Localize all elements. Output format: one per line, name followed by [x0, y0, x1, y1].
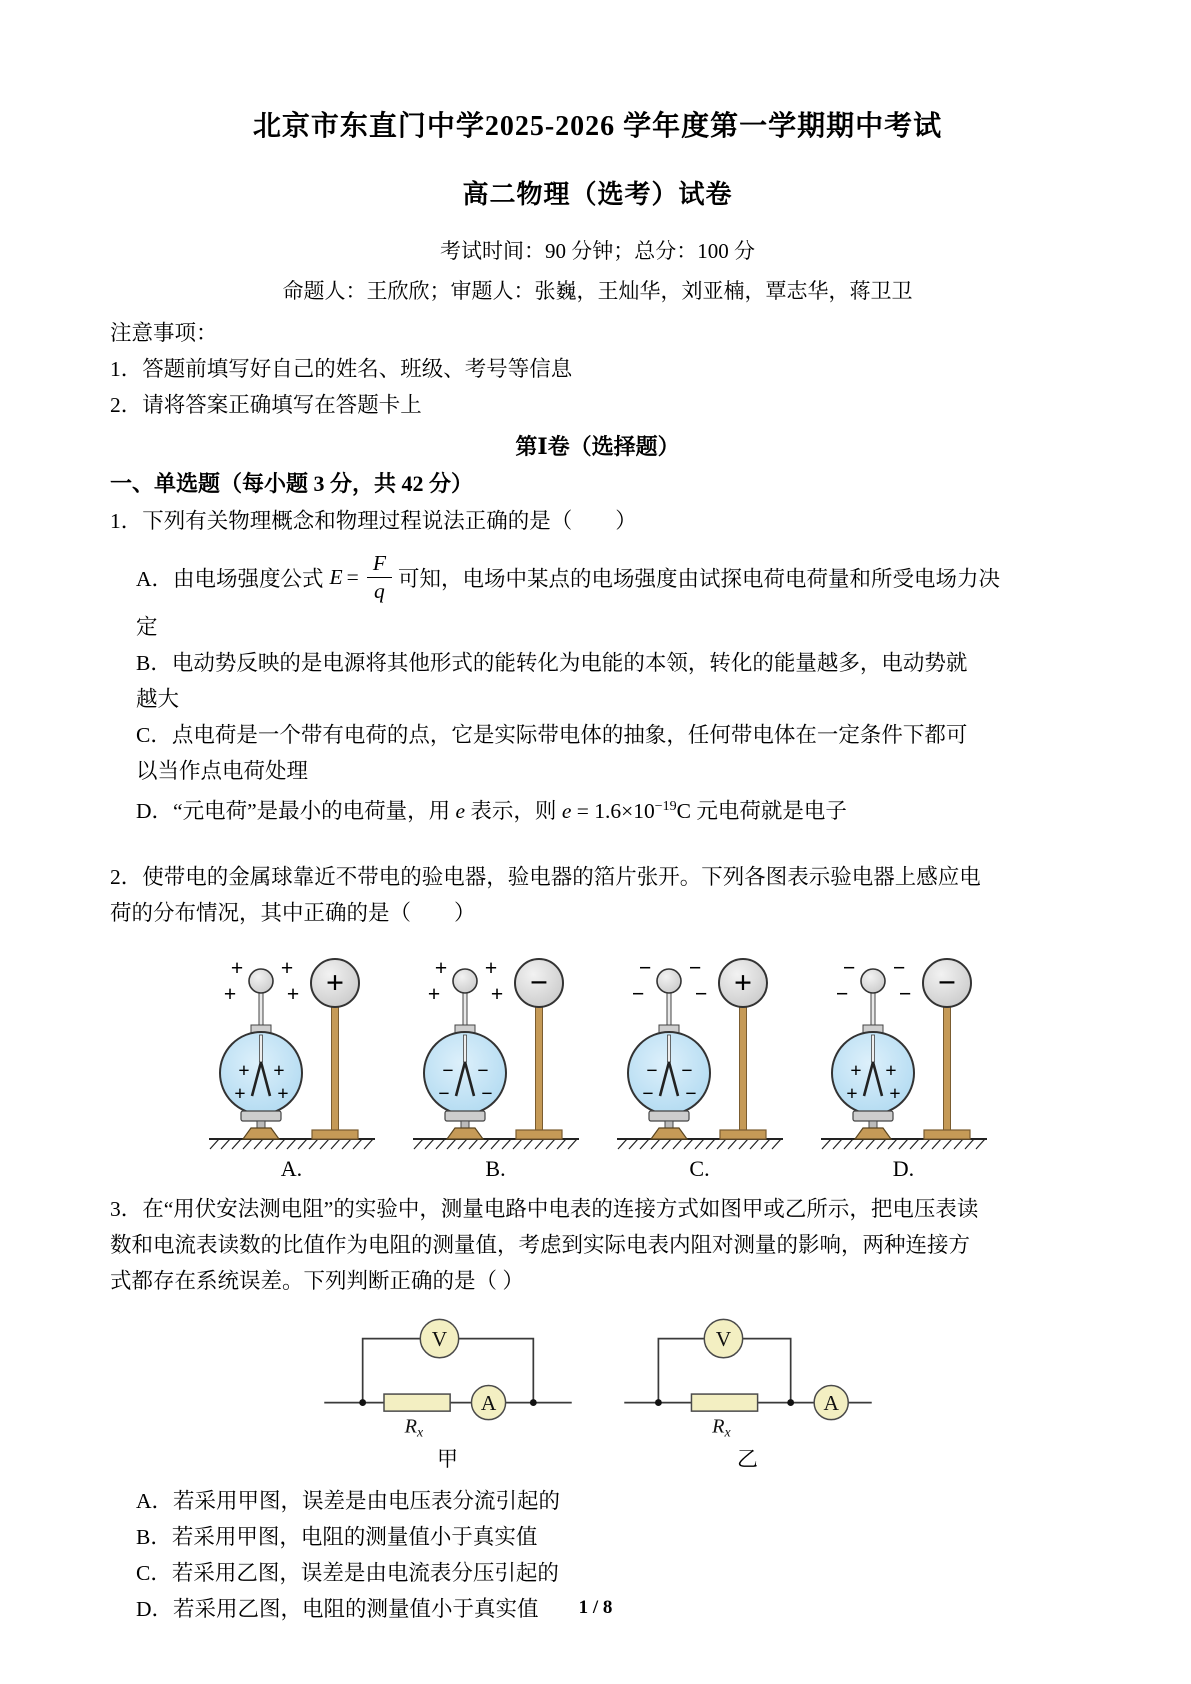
ball-base	[312, 1130, 358, 1139]
resistor-rx	[691, 1394, 757, 1411]
circuits-row	[110, 1313, 1085, 1473]
leaf-charge-sign: +	[276, 1083, 289, 1106]
diagram-label: A.	[280, 1156, 303, 1182]
ball-charge-sign: +	[325, 964, 344, 1001]
electroscope-base	[243, 1128, 279, 1139]
ball-rod	[943, 1007, 950, 1131]
flask-cup	[445, 1111, 485, 1121]
flask-cup	[649, 1111, 689, 1121]
resistor-label: $R_x$	[711, 1415, 731, 1440]
leaf-charge-sign: +	[888, 1083, 901, 1106]
ammeter-label: A	[822, 1391, 839, 1416]
leaf-charge-sign: +	[233, 1083, 246, 1106]
inner-stem	[667, 1035, 670, 1062]
page-number: 1 / 8	[578, 1597, 613, 1618]
question-2-stem-cont: 荷的分布情况，其中正确的是（ ）	[110, 901, 476, 926]
ball-rod	[331, 1007, 338, 1131]
flask-cup	[853, 1111, 893, 1121]
knob-charge-sign: +	[484, 955, 497, 981]
question-3-option-d: D．若采用乙图，电阻的测量值小于真实值	[136, 1597, 539, 1622]
leaf-charge-sign: −	[441, 1060, 454, 1083]
diagram-label: C.	[689, 1156, 710, 1182]
knob-charge-sign: −	[688, 955, 701, 981]
ball-base	[924, 1130, 970, 1139]
question-1-option-c-cont: 以当作点电荷处理	[136, 759, 309, 783]
circuit-jia-figure	[320, 1313, 576, 1473]
q1-opt-d-prefix: D．“元电荷”是最小的电荷量，用	[136, 799, 456, 824]
exam-title: 北京市东直门中学2025-2026 学年度第一学期期中考试	[252, 111, 943, 142]
electroscope-base	[651, 1128, 687, 1139]
knob-charge-sign: −	[842, 955, 855, 981]
question-3-stem-cont1: 数和电流表读数的比值作为电阻的测量值，考虑到实际电表内阻对测量的影响，两种连接方	[110, 1233, 971, 1258]
q1-fraction	[367, 551, 392, 603]
leaf-charge-sign: −	[645, 1060, 658, 1083]
question-3-stem-cont2: 式都存在系统误差。下列判断正确的是（ ）	[110, 1269, 524, 1294]
notice-item-1: 1．答题前填写好自己的姓名、班级、考号等信息	[110, 357, 573, 381]
leaf-charge-sign: −	[684, 1083, 697, 1106]
question-3-option-b: B．若采用甲图，电阻的测量值小于真实值	[136, 1525, 538, 1550]
q1-var-e2: e	[561, 799, 572, 824]
exam-subtitle: 高二物理（选考）试卷	[462, 180, 733, 209]
electroscope-diagram	[615, 943, 785, 1151]
question-1-option-a-cont: 定	[136, 615, 158, 639]
q1-fraction-denominator: q	[374, 578, 385, 603]
question-3-option-c: C．若采用乙图，误差是由电流表分压引起的	[136, 1561, 559, 1586]
question-1-stem: 1．下列有关物理概念和物理过程说法正确的是（ ）	[110, 509, 637, 533]
flask-cup	[241, 1111, 281, 1121]
inner-stem	[871, 1035, 874, 1062]
electroscope-knob	[249, 969, 273, 993]
q1-opt-d-value: = 1.6×10	[571, 799, 655, 824]
circuit-yi-diagram	[620, 1313, 876, 1441]
question-1-option-a	[136, 545, 1085, 609]
knob-charge-sign: +	[427, 981, 440, 1007]
knob-charge-sign: −	[835, 981, 848, 1007]
answer-diagram-C	[615, 943, 785, 1183]
electroscope-knob	[657, 969, 681, 993]
knob-charge-sign: +	[230, 955, 243, 981]
leaf-charge-sign: −	[476, 1060, 489, 1083]
q1-var-E: E	[329, 564, 343, 589]
answer-diagram-A	[207, 943, 377, 1183]
electroscope-diagrams-row	[110, 943, 1085, 1183]
q1-opt-a-suffix: 可知，电场中某点的电场强度由试探电荷电荷量和所受电场力决	[397, 566, 1000, 591]
knob-charge-sign: +	[223, 981, 236, 1007]
knob-charge-sign: −	[898, 981, 911, 1007]
electroscope-diagram	[411, 943, 581, 1151]
electroscope-base	[855, 1128, 891, 1139]
electroscope-diagram	[207, 943, 377, 1151]
ball-charge-sign: +	[733, 964, 752, 1001]
circuit-yi-caption: 乙	[737, 1447, 758, 1472]
knob-charge-sign: −	[892, 955, 905, 981]
electroscope-diagram	[819, 943, 989, 1151]
question-2-stem: 2．使带电的金属球靠近不带电的验电器，验电器的箔片张开。下列各图表示验电器上感应电	[110, 865, 981, 890]
leaf-charge-sign: +	[237, 1060, 250, 1083]
question-1-option-b-cont: 越大	[136, 687, 180, 711]
question-1-option-b: B．电动势反映的是电源将其他形式的能转化为电能的本领，转化的能量越多，电动势就	[136, 651, 968, 675]
leaf-charge-sign: +	[845, 1083, 858, 1106]
leaf-charge-sign: −	[641, 1083, 654, 1106]
leaf-charge-sign: +	[272, 1060, 285, 1083]
circuit-yi-figure	[620, 1313, 876, 1473]
knob-charge-sign: −	[631, 981, 644, 1007]
ball-charge-sign: −	[937, 964, 956, 1001]
q1-opt-d-mid: 表示，则	[465, 799, 562, 824]
circuit-jia-caption: 甲	[437, 1447, 458, 1472]
electroscope-knob	[453, 969, 477, 993]
ball-rod	[739, 1007, 746, 1131]
electroscope-knob	[861, 969, 885, 993]
notice-heading: 注意事项：	[110, 321, 218, 345]
q1-exponent: −19	[654, 799, 677, 814]
leaf-charge-sign: −	[480, 1083, 493, 1106]
circuit-jia-diagram	[320, 1313, 576, 1441]
section-title: 第Ⅰ卷（选择题）	[515, 434, 680, 459]
knob-charge-sign: −	[638, 955, 651, 981]
notice-item-2: 2．请将答案正确填写在答题卡上	[110, 393, 422, 417]
question-3-stem: 3．在“用伏安法测电阻”的实验中，测量电路中电表的连接方式如图甲或乙所示，把电压表读	[110, 1197, 979, 1222]
answer-diagram-B	[411, 943, 581, 1183]
diagram-label: D.	[892, 1156, 915, 1182]
exam-info-line: 考试时间：90 分钟；总分：100 分	[440, 239, 755, 263]
knob-charge-sign: +	[280, 955, 293, 981]
resistor-label: $R_x$	[404, 1415, 423, 1440]
diagram-label: B.	[485, 1156, 506, 1182]
question-3-option-a: A．若采用甲图，误差是由电压表分流引起的	[136, 1489, 561, 1514]
q1-var-e1: e	[455, 799, 466, 824]
ball-rod	[535, 1007, 542, 1131]
inner-stem	[259, 1035, 262, 1062]
question-1-option-c: C．点电荷是一个带有电荷的点，它是实际带电体的抽象，任何带电体在一定条件下都可	[136, 723, 968, 747]
q1-equals: =	[346, 564, 359, 589]
inner-stem	[463, 1035, 466, 1062]
voltmeter-label: V	[431, 1327, 447, 1352]
resistor-rx	[384, 1394, 450, 1411]
q1-opt-a-prefix: A．由电场强度公式	[136, 566, 324, 591]
answer-diagram-D	[819, 943, 989, 1183]
subsection-heading: 一、单选题（每小题 3 分，共 42 分）	[110, 471, 474, 496]
leaf-charge-sign: +	[884, 1060, 897, 1083]
knob-charge-sign: +	[286, 981, 299, 1007]
ball-base	[720, 1130, 766, 1139]
ball-charge-sign: −	[529, 964, 548, 1001]
leaf-charge-sign: +	[849, 1060, 862, 1083]
leaf-charge-sign: −	[437, 1083, 450, 1106]
voltmeter-label: V	[715, 1327, 731, 1352]
exam-authors-line: 命题人：王欣欣；审题人：张巍，王灿华，刘亚楠，覃志华，蒋卫卫	[282, 279, 913, 303]
ammeter-label: A	[480, 1391, 496, 1416]
q1-opt-d-suffix: C 元电荷就是电子	[676, 799, 847, 824]
knob-charge-sign: −	[694, 981, 707, 1007]
q1-fraction-numerator: F	[367, 551, 392, 578]
leaf-charge-sign: −	[680, 1060, 693, 1083]
electroscope-base	[447, 1128, 483, 1139]
question-1-option-d	[136, 789, 1085, 829]
knob-charge-sign: +	[434, 955, 447, 981]
knob-charge-sign: +	[490, 981, 503, 1007]
ball-base	[516, 1130, 562, 1139]
